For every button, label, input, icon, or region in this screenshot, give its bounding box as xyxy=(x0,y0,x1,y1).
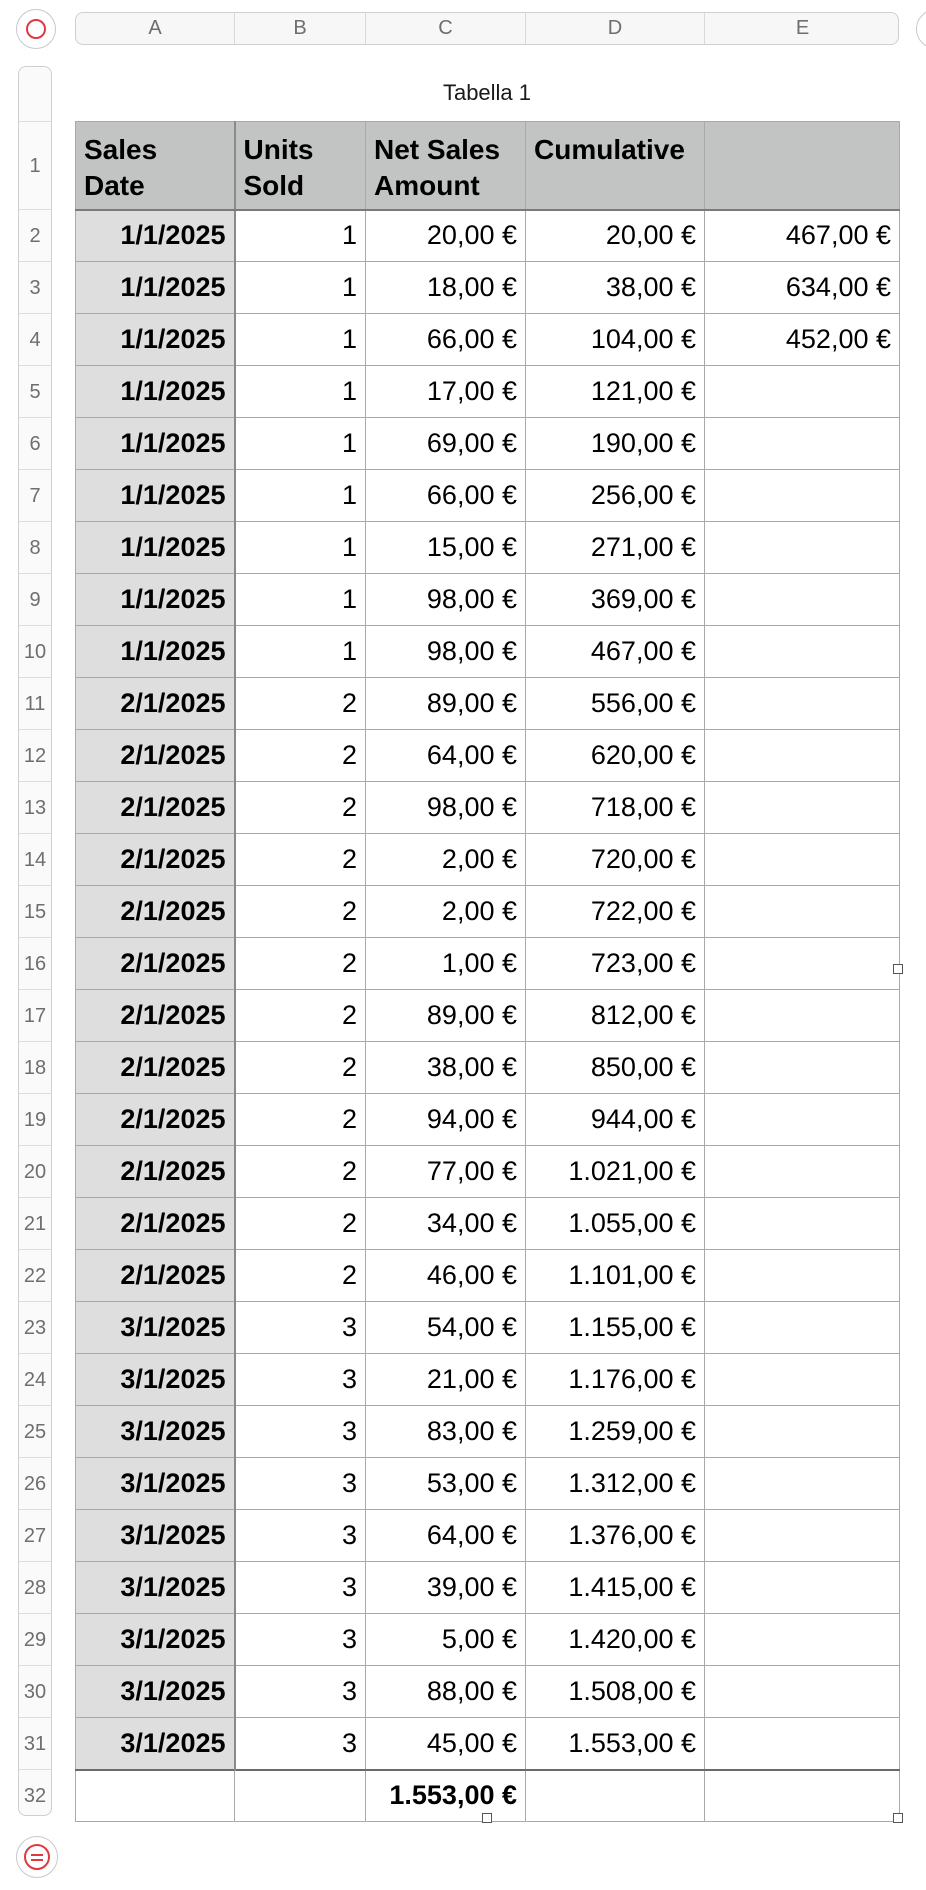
table-row xyxy=(76,522,900,574)
cell-e[interactable] xyxy=(705,1458,900,1510)
cell-units-sold[interactable]: 1 xyxy=(235,366,366,418)
table-row xyxy=(76,366,900,418)
cell-units-sold[interactable]: 1 xyxy=(235,626,366,678)
cell-cumulative[interactable]: 718,00 € xyxy=(526,782,705,834)
cell-e[interactable] xyxy=(705,834,900,886)
row-header-31[interactable]: 31 xyxy=(19,1717,51,1769)
table-row xyxy=(76,470,900,522)
cell-net-sales[interactable]: 39,00 € xyxy=(366,1562,526,1614)
cell-sales-date[interactable]: 1/1/2025 xyxy=(76,418,235,470)
table-row xyxy=(76,1458,900,1510)
cell-net-sales[interactable]: 64,00 € xyxy=(366,1510,526,1562)
cell-units-sold[interactable]: 1 xyxy=(235,574,366,626)
row-header-24[interactable]: 24 xyxy=(19,1353,51,1405)
row-header-1[interactable]: 1 xyxy=(19,121,51,209)
cell-units-sold[interactable]: 3 xyxy=(235,1354,366,1406)
cell-net-sales[interactable]: 64,00 € xyxy=(366,730,526,782)
table-row xyxy=(76,730,900,782)
row-header-9[interactable]: 9 xyxy=(19,573,51,625)
cell-cumulative[interactable]: 1.420,00 € xyxy=(526,1614,705,1666)
row-header-12[interactable]: 12 xyxy=(19,729,51,781)
table-row xyxy=(76,314,900,366)
row-header-15[interactable]: 15 xyxy=(19,885,51,937)
resize-handle-right[interactable] xyxy=(893,964,903,974)
cell-sales-date[interactable]: 3/1/2025 xyxy=(76,1302,235,1354)
cell-cumulative[interactable]: 1.259,00 € xyxy=(526,1406,705,1458)
cell-net-sales[interactable]: 2,00 € xyxy=(366,834,526,886)
cell-units-sold[interactable]: 3 xyxy=(235,1614,366,1666)
cell-net-sales[interactable]: 53,00 € xyxy=(366,1458,526,1510)
cell-sales-date[interactable]: 2/1/2025 xyxy=(76,886,235,938)
table-row xyxy=(76,1666,900,1718)
cell-sales-date[interactable]: 2/1/2025 xyxy=(76,1146,235,1198)
cell-e[interactable] xyxy=(705,730,900,782)
cell-e[interactable] xyxy=(705,574,900,626)
cell-cumulative[interactable]: 1.101,00 € xyxy=(526,1250,705,1302)
header-cell-units-sold[interactable]: Units Sold xyxy=(235,122,366,210)
table-row xyxy=(76,938,900,990)
row-header-26[interactable]: 26 xyxy=(19,1457,51,1509)
cell-units-sold[interactable]: 2 xyxy=(235,730,366,782)
cell-units-sold[interactable]: 2 xyxy=(235,886,366,938)
cell-e[interactable] xyxy=(705,1562,900,1614)
cell-e[interactable] xyxy=(705,470,900,522)
cell-net-sales[interactable]: 94,00 € xyxy=(366,1094,526,1146)
cell-net-sales[interactable]: 89,00 € xyxy=(366,678,526,730)
table-row xyxy=(76,1250,900,1302)
table-row xyxy=(76,1042,900,1094)
table-row xyxy=(76,210,900,262)
table-row xyxy=(76,1198,900,1250)
cell-sales-date[interactable]: 1/1/2025 xyxy=(76,626,235,678)
cell-units-sold[interactable]: 2 xyxy=(235,1146,366,1198)
select-table-button[interactable] xyxy=(16,9,56,49)
cell-units-sold[interactable]: 2 xyxy=(235,834,366,886)
cell-cumulative[interactable]: 20,00 € xyxy=(526,210,705,262)
cell-cumulative[interactable]: 850,00 € xyxy=(526,1042,705,1094)
cell-cumulative[interactable]: 722,00 € xyxy=(526,886,705,938)
footer-cell[interactable] xyxy=(705,1770,900,1822)
cell-units-sold[interactable]: 3 xyxy=(235,1302,366,1354)
column-header-d[interactable]: D xyxy=(526,13,705,44)
row-header-29[interactable]: 29 xyxy=(19,1613,51,1665)
cell-units-sold[interactable]: 3 xyxy=(235,1562,366,1614)
cell-e[interactable] xyxy=(705,1198,900,1250)
cell-units-sold[interactable]: 1 xyxy=(235,470,366,522)
cell-sales-date[interactable]: 2/1/2025 xyxy=(76,1198,235,1250)
cell-sales-date[interactable]: 1/1/2025 xyxy=(76,262,235,314)
cell-e[interactable] xyxy=(705,366,900,418)
column-header-e[interactable]: E xyxy=(795,17,810,39)
cell-e[interactable] xyxy=(705,522,900,574)
table-row xyxy=(76,1510,900,1562)
cell-e[interactable] xyxy=(705,418,900,470)
cell-cumulative[interactable]: 369,00 € xyxy=(526,574,705,626)
spreadsheet-table xyxy=(75,121,900,1822)
cell-cumulative[interactable]: 812,00 € xyxy=(526,990,705,1042)
table-row xyxy=(76,990,900,1042)
cell-sales-date[interactable]: 1/1/2025 xyxy=(76,574,235,626)
row-header-14[interactable]: 14 xyxy=(19,833,51,885)
cell-net-sales[interactable]: 54,00 € xyxy=(366,1302,526,1354)
table-row xyxy=(76,574,900,626)
cell-sales-date[interactable]: 3/1/2025 xyxy=(76,1562,235,1614)
cell-cumulative[interactable]: 1.312,00 € xyxy=(526,1458,705,1510)
cell-units-sold[interactable]: 2 xyxy=(235,1094,366,1146)
cell-e[interactable] xyxy=(705,1146,900,1198)
cell-e[interactable] xyxy=(705,1614,900,1666)
row-header-7[interactable]: 7 xyxy=(19,469,51,521)
cell-sales-date[interactable]: 3/1/2025 xyxy=(76,1614,235,1666)
cell-cumulative[interactable]: 1.415,00 € xyxy=(526,1562,705,1614)
cell-net-sales[interactable]: 17,00 € xyxy=(366,366,526,418)
cell-sales-date[interactable]: 2/1/2025 xyxy=(76,990,235,1042)
cell-sales-date[interactable]: 2/1/2025 xyxy=(76,1042,235,1094)
cell-e[interactable] xyxy=(705,1666,900,1718)
table-row xyxy=(76,1562,900,1614)
cell-e[interactable] xyxy=(705,1406,900,1458)
cell-net-sales[interactable]: 34,00 € xyxy=(366,1198,526,1250)
row-header-10[interactable]: 10 xyxy=(19,625,51,677)
cell-e[interactable]: 452,00 € xyxy=(705,314,900,366)
cell-sales-date[interactable]: 2/1/2025 xyxy=(76,730,235,782)
row-header-6[interactable]: 6 xyxy=(19,417,51,469)
table-select-circle-icon xyxy=(26,19,46,39)
cell-e[interactable] xyxy=(705,626,900,678)
cell-net-sales[interactable]: 46,00 € xyxy=(366,1250,526,1302)
cell-units-sold[interactable]: 1 xyxy=(235,262,366,314)
cell-net-sales[interactable]: 66,00 € xyxy=(366,314,526,366)
cell-units-sold[interactable]: 3 xyxy=(235,1718,366,1770)
row-header-8[interactable]: 8 xyxy=(19,521,51,573)
cell-net-sales[interactable]: 2,00 € xyxy=(366,886,526,938)
cell-net-sales[interactable]: 15,00 € xyxy=(366,522,526,574)
cell-units-sold[interactable]: 2 xyxy=(235,678,366,730)
cell-units-sold[interactable]: 3 xyxy=(235,1406,366,1458)
row-header-23[interactable]: 23 xyxy=(19,1301,51,1353)
edge-button[interactable] xyxy=(916,9,926,49)
cell-e[interactable] xyxy=(705,1354,900,1406)
cell-net-sales[interactable]: 88,00 € xyxy=(366,1666,526,1718)
table-row xyxy=(76,678,900,730)
cell-sales-date[interactable]: 2/1/2025 xyxy=(76,782,235,834)
row-header-13[interactable]: 13 xyxy=(19,781,51,833)
row-header-16[interactable]: 16 xyxy=(19,937,51,989)
cell-cumulative[interactable]: 467,00 € xyxy=(526,626,705,678)
add-row-equal-icon xyxy=(24,1844,50,1870)
table-row xyxy=(76,418,900,470)
table-row xyxy=(76,1354,900,1406)
resize-handle-bottom[interactable] xyxy=(482,1813,492,1823)
column-header-b[interactable]: B xyxy=(235,13,366,44)
row-header-25[interactable]: 25 xyxy=(19,1405,51,1457)
cell-cumulative[interactable]: 256,00 € xyxy=(526,470,705,522)
row-header-22[interactable]: 22 xyxy=(19,1249,51,1301)
cell-units-sold[interactable]: 1 xyxy=(235,314,366,366)
cell-e[interactable] xyxy=(705,1718,900,1770)
header-cell-net-sales-amount[interactable]: Net Sales Amount xyxy=(366,122,526,210)
cell-e[interactable] xyxy=(705,990,900,1042)
header-cell-sales-date[interactable]: Sales Date xyxy=(76,122,235,210)
row-header-30[interactable]: 30 xyxy=(19,1665,51,1717)
table-row xyxy=(76,834,900,886)
row-header-19[interactable]: 19 xyxy=(19,1093,51,1145)
cell-net-sales[interactable]: 98,00 € xyxy=(366,574,526,626)
row-header-bar xyxy=(18,66,52,1816)
cell-net-sales[interactable]: 21,00 € xyxy=(366,1354,526,1406)
row-header-3[interactable]: 3 xyxy=(19,261,51,313)
header-cell-e[interactable] xyxy=(705,122,900,210)
cell-e[interactable] xyxy=(705,1302,900,1354)
cell-units-sold[interactable]: 3 xyxy=(235,1666,366,1718)
cell-sales-date[interactable]: 1/1/2025 xyxy=(76,314,235,366)
cell-e[interactable] xyxy=(705,1250,900,1302)
cell-sales-date[interactable]: 1/1/2025 xyxy=(76,470,235,522)
table-row xyxy=(76,262,900,314)
cell-sales-date[interactable]: 3/1/2025 xyxy=(76,1718,235,1770)
header-cell-cumulative[interactable]: Cumulative xyxy=(526,122,705,210)
cell-net-sales[interactable]: 1,00 € xyxy=(366,938,526,990)
cell-e[interactable] xyxy=(705,886,900,938)
cell-sales-date[interactable]: 3/1/2025 xyxy=(76,1354,235,1406)
cell-e[interactable]: 467,00 € xyxy=(705,210,900,262)
row-header-18[interactable]: 18 xyxy=(19,1041,51,1093)
row-header-21[interactable]: 21 xyxy=(19,1197,51,1249)
cell-sales-date[interactable]: 3/1/2025 xyxy=(76,1406,235,1458)
footer-cell[interactable] xyxy=(76,1770,235,1822)
row-header-11[interactable]: 11 xyxy=(19,677,51,729)
cell-e[interactable] xyxy=(705,1094,900,1146)
cell-net-sales[interactable]: 98,00 € xyxy=(366,782,526,834)
footer-cell[interactable] xyxy=(526,1770,705,1822)
cell-sales-date[interactable]: 2/1/2025 xyxy=(76,678,235,730)
cell-net-sales[interactable]: 20,00 € xyxy=(366,210,526,262)
cell-net-sales[interactable]: 5,00 € xyxy=(366,1614,526,1666)
cell-e[interactable] xyxy=(705,1510,900,1562)
row-header-20[interactable]: 20 xyxy=(19,1145,51,1197)
table-row xyxy=(76,1094,900,1146)
table-row xyxy=(76,886,900,938)
row-header-2[interactable]: 2 xyxy=(19,209,51,261)
cell-e[interactable] xyxy=(705,678,900,730)
cell-units-sold[interactable]: 1 xyxy=(235,210,366,262)
cell-cumulative[interactable]: 556,00 € xyxy=(526,678,705,730)
column-header-c[interactable]: C xyxy=(366,13,526,44)
cell-units-sold[interactable]: 1 xyxy=(235,418,366,470)
footer-total-cell[interactable]: 1.553,00 € xyxy=(366,1770,526,1822)
cell-e[interactable]: 634,00 € xyxy=(705,262,900,314)
cell-sales-date[interactable]: 2/1/2025 xyxy=(76,938,235,990)
table-row xyxy=(76,1302,900,1354)
cell-sales-date[interactable]: 1/1/2025 xyxy=(76,522,235,574)
cell-cumulative[interactable]: 1.553,00 € xyxy=(526,1718,705,1770)
cell-units-sold[interactable]: 2 xyxy=(235,1042,366,1094)
cell-cumulative[interactable]: 723,00 € xyxy=(526,938,705,990)
cell-sales-date[interactable]: 2/1/2025 xyxy=(76,1094,235,1146)
cell-cumulative[interactable]: 190,00 € xyxy=(526,418,705,470)
cell-cumulative[interactable]: 1.021,00 € xyxy=(526,1146,705,1198)
header-row xyxy=(76,122,900,210)
cell-e[interactable] xyxy=(705,938,900,990)
row-header-4[interactable]: 4 xyxy=(19,313,51,365)
cell-cumulative[interactable]: 1.155,00 € xyxy=(526,1302,705,1354)
cell-sales-date[interactable]: 2/1/2025 xyxy=(76,834,235,886)
cell-sales-date[interactable]: 3/1/2025 xyxy=(76,1458,235,1510)
cell-net-sales[interactable]: 45,00 € xyxy=(366,1718,526,1770)
row-header-28[interactable]: 28 xyxy=(19,1561,51,1613)
cell-cumulative[interactable]: 121,00 € xyxy=(526,366,705,418)
cell-e[interactable] xyxy=(705,782,900,834)
cell-sales-date[interactable]: 1/1/2025 xyxy=(76,210,235,262)
cell-net-sales[interactable]: 98,00 € xyxy=(366,626,526,678)
table-row xyxy=(76,1718,900,1770)
cell-sales-date[interactable]: 3/1/2025 xyxy=(76,1666,235,1718)
add-row-button[interactable] xyxy=(16,1836,58,1878)
cell-net-sales[interactable]: 89,00 € xyxy=(366,990,526,1042)
cell-cumulative[interactable]: 1.055,00 € xyxy=(526,1198,705,1250)
cell-cumulative[interactable]: 944,00 € xyxy=(526,1094,705,1146)
column-header-a[interactable]: A xyxy=(76,13,235,44)
cell-cumulative[interactable]: 38,00 € xyxy=(526,262,705,314)
column-header-bar xyxy=(75,12,899,45)
row-header-27[interactable]: 27 xyxy=(19,1509,51,1561)
cell-units-sold[interactable]: 2 xyxy=(235,938,366,990)
cell-units-sold[interactable]: 1 xyxy=(235,522,366,574)
cell-net-sales[interactable]: 18,00 € xyxy=(366,262,526,314)
cell-units-sold[interactable]: 2 xyxy=(235,990,366,1042)
cell-cumulative[interactable]: 720,00 € xyxy=(526,834,705,886)
cell-units-sold[interactable]: 3 xyxy=(235,1510,366,1562)
table-row xyxy=(76,626,900,678)
row-header-5[interactable]: 5 xyxy=(19,365,51,417)
cell-net-sales[interactable]: 38,00 € xyxy=(366,1042,526,1094)
cell-sales-date[interactable]: 3/1/2025 xyxy=(76,1510,235,1562)
row-header-17[interactable]: 17 xyxy=(19,989,51,1041)
cell-cumulative[interactable]: 1.376,00 € xyxy=(526,1510,705,1562)
cell-net-sales[interactable]: 77,00 € xyxy=(366,1146,526,1198)
cell-cumulative[interactable]: 620,00 € xyxy=(526,730,705,782)
cell-units-sold[interactable]: 3 xyxy=(235,1458,366,1510)
footer-cell[interactable] xyxy=(235,1770,366,1822)
cell-cumulative[interactable]: 104,00 € xyxy=(526,314,705,366)
cell-units-sold[interactable]: 2 xyxy=(235,1198,366,1250)
cell-net-sales[interactable]: 83,00 € xyxy=(366,1406,526,1458)
cell-e[interactable] xyxy=(705,1042,900,1094)
table-row xyxy=(76,1146,900,1198)
table-row xyxy=(76,782,900,834)
table-row xyxy=(76,1614,900,1666)
table-title[interactable]: Tabella 1 xyxy=(442,80,532,105)
table-row xyxy=(76,1406,900,1458)
cell-units-sold[interactable]: 2 xyxy=(235,1250,366,1302)
cell-net-sales[interactable]: 66,00 € xyxy=(366,470,526,522)
resize-handle-corner[interactable] xyxy=(893,1813,903,1823)
cell-sales-date[interactable]: 1/1/2025 xyxy=(76,366,235,418)
cell-net-sales[interactable]: 69,00 € xyxy=(366,418,526,470)
cell-units-sold[interactable]: 2 xyxy=(235,782,366,834)
cell-cumulative[interactable]: 1.508,00 € xyxy=(526,1666,705,1718)
cell-cumulative[interactable]: 1.176,00 € xyxy=(526,1354,705,1406)
row-header-32[interactable]: 32 xyxy=(19,1769,51,1816)
cell-sales-date[interactable]: 2/1/2025 xyxy=(76,1250,235,1302)
cell-cumulative[interactable]: 271,00 € xyxy=(526,522,705,574)
